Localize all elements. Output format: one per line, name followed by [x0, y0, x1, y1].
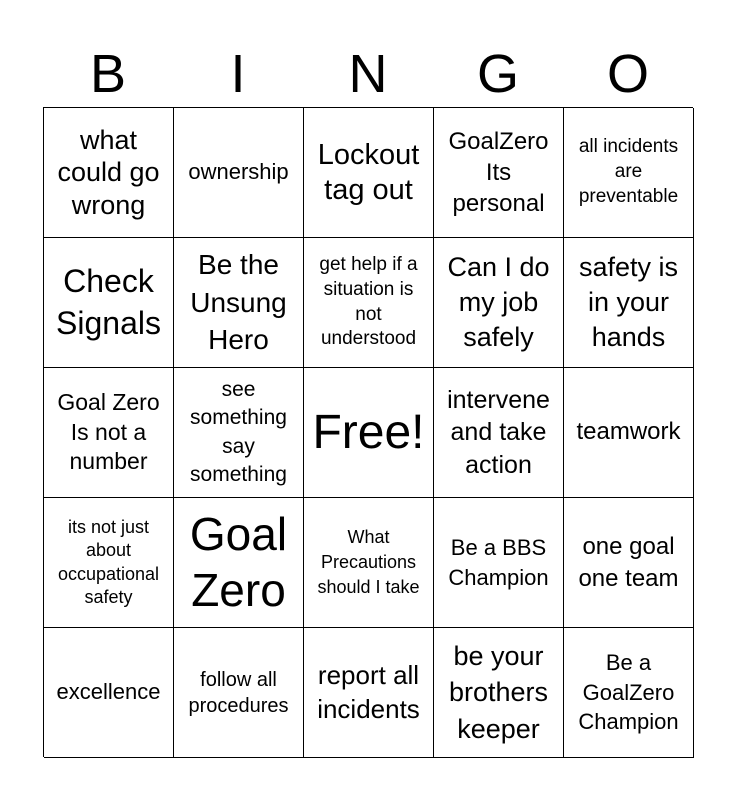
bingo-cell[interactable]: get help if a situation is not understood — [304, 238, 434, 368]
bingo-header — [43, 44, 693, 104]
bingo-cell[interactable]: Check Signals — [44, 238, 174, 368]
bingo-cell[interactable]: excellence — [44, 628, 174, 758]
bingo-cell[interactable]: What Precautions should I take — [304, 498, 434, 628]
header-letter-b: B — [89, 44, 127, 104]
bingo-cell[interactable]: its not just about occupational safety — [44, 498, 174, 628]
bingo-cell[interactable]: ownership — [174, 108, 304, 238]
bingo-cell[interactable]: teamwork — [564, 368, 694, 498]
bingo-cell[interactable]: Be a GoalZero Champion — [564, 628, 694, 758]
bingo-cell[interactable]: follow all procedures — [174, 628, 304, 758]
bingo-cell[interactable]: be your brothers keeper — [434, 628, 564, 758]
bingo-cell[interactable]: Can I do my job safely — [434, 238, 564, 368]
bingo-cell[interactable]: Be the Unsung Hero — [174, 238, 304, 368]
bingo-cell[interactable]: safety is in your hands — [564, 238, 694, 368]
bingo-cell[interactable]: Goal Zero — [174, 498, 304, 628]
free-space[interactable]: Free! — [304, 368, 434, 498]
bingo-cell[interactable]: Be a BBS Champion — [434, 498, 564, 628]
bingo-cell[interactable]: Goal Zero Is not a number — [44, 368, 174, 498]
bingo-cell[interactable]: report all incidents — [304, 628, 434, 758]
bingo-cell[interactable]: Lockout tag out — [304, 108, 434, 238]
bingo-board — [43, 107, 693, 757]
bingo-cell[interactable]: GoalZero Its personal — [434, 108, 564, 238]
bingo-cell[interactable]: one goal one team — [564, 498, 694, 628]
bingo-cell[interactable]: see something say something — [174, 368, 304, 498]
bingo-cell[interactable]: intervene and take action — [434, 368, 564, 498]
header-letter-g: G — [476, 44, 519, 104]
bingo-cell[interactable]: all incidents are preventable — [564, 108, 694, 238]
header-letter-n: N — [348, 44, 388, 104]
bingo-cell[interactable]: what could go wrong — [44, 108, 174, 238]
header-letter-i: I — [230, 44, 246, 104]
header-letter-o: O — [606, 44, 649, 104]
